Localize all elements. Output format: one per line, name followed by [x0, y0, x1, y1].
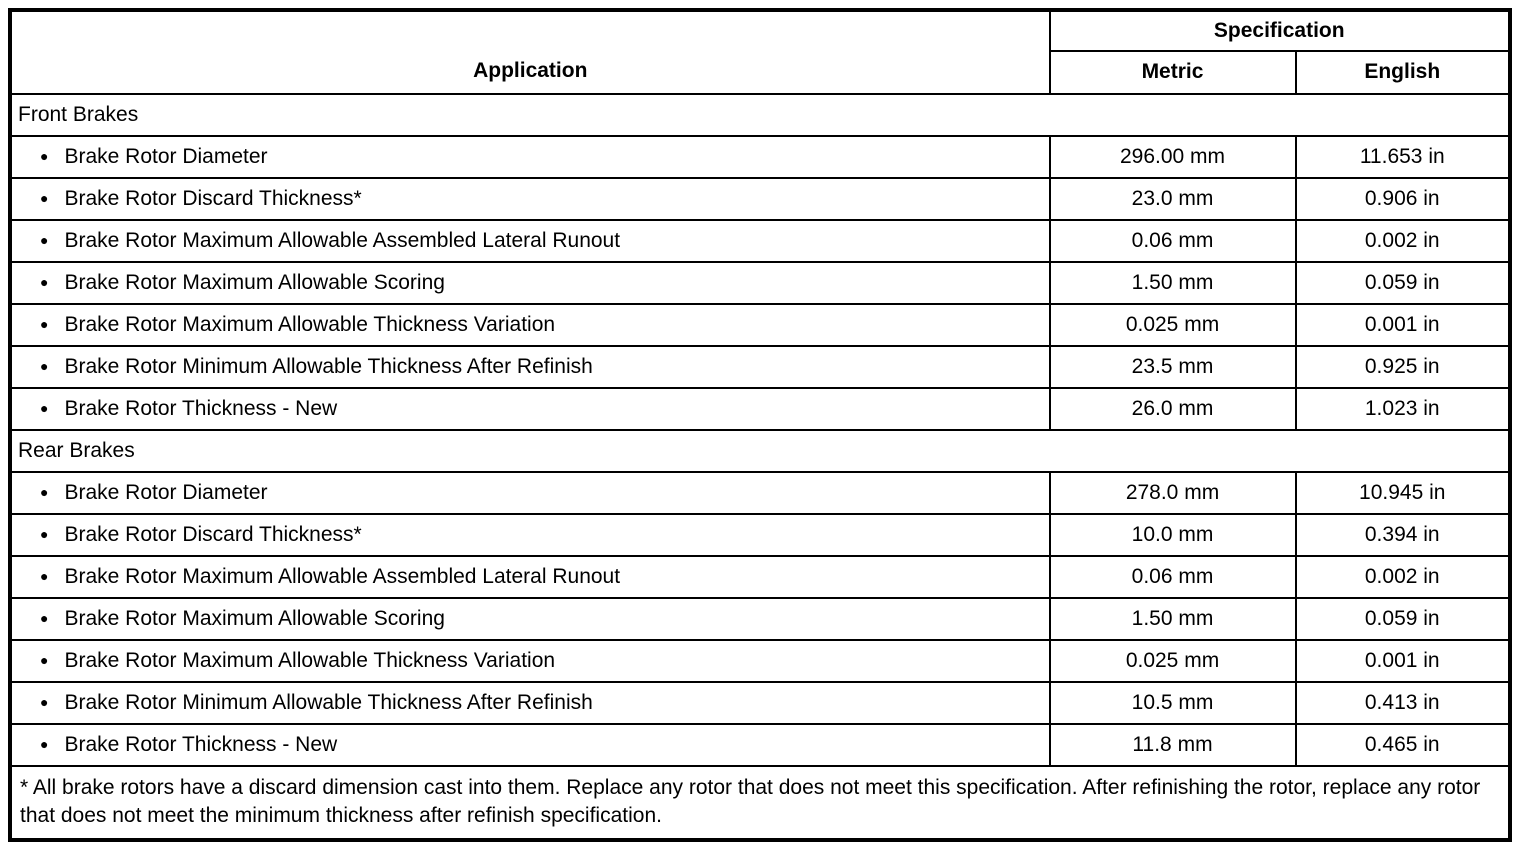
spec-row: [10, 346, 1510, 388]
table-body: [10, 94, 1510, 766]
spec-row: [10, 304, 1510, 346]
bullet-icon: ●: [40, 232, 49, 248]
english-value: 0.059 in: [1296, 262, 1511, 304]
spec-row: [10, 556, 1510, 598]
spec-row: [10, 388, 1510, 430]
spec-label-text: Brake Rotor Maximum Allowable Scoring: [64, 607, 445, 630]
spec-label-text: Brake Rotor Diameter: [64, 145, 268, 168]
bullet-icon: ●: [40, 190, 49, 206]
spec-row: [10, 724, 1510, 766]
bullet-icon: ●: [40, 148, 49, 164]
table-footer: [10, 766, 1510, 840]
spec-row: [10, 136, 1510, 178]
spec-label-cell: [10, 388, 1050, 430]
spec-label-text: Brake Rotor Maximum Allowable Thickness Variation: [64, 313, 556, 336]
header-row-specification: [10, 10, 1510, 51]
spec-label-cell: [10, 304, 1050, 346]
spec-label-cell: [10, 262, 1050, 304]
english-value: 0.925 in: [1296, 346, 1511, 388]
spec-row: [10, 682, 1510, 724]
bullet-icon: ●: [40, 652, 49, 668]
english-value: 0.001 in: [1296, 304, 1511, 346]
spec-row: [10, 262, 1510, 304]
footnote: * All brake rotors have a discard dimension cast into them. Replace any rotor that does not meet this specification. After refinishing the rotor, replace any rotor that does not meet the minimum thickness after refinish specification.: [10, 766, 1510, 840]
spec-label-cell: [10, 682, 1050, 724]
spec-label-cell: [10, 136, 1050, 178]
bullet-icon: ●: [40, 694, 49, 710]
english-value: 0.059 in: [1296, 598, 1511, 640]
english-value: 0.413 in: [1296, 682, 1511, 724]
metric-value: 0.025 mm: [1050, 640, 1296, 682]
bullet-icon: ●: [40, 568, 49, 584]
spec-row: [10, 598, 1510, 640]
bullet-icon: ●: [40, 274, 49, 290]
spec-label-text: Brake Rotor Maximum Allowable Assembled Lateral Runout: [64, 565, 621, 588]
spec-label-text: Brake Rotor Discard Thickness*: [64, 523, 362, 546]
metric-value: 26.0 mm: [1050, 388, 1296, 430]
spec-label-text: Brake Rotor Maximum Allowable Thickness Variation: [64, 649, 556, 672]
english-value: 0.906 in: [1296, 178, 1511, 220]
metric-column-header: Metric: [1050, 51, 1296, 94]
metric-value: 23.0 mm: [1050, 178, 1296, 220]
metric-value: 1.50 mm: [1050, 598, 1296, 640]
spec-label-text: Brake Rotor Minimum Allowable Thickness After Refinish: [64, 355, 593, 378]
spec-label-text: Brake Rotor Minimum Allowable Thickness After Refinish: [64, 691, 593, 714]
bullet-icon: ●: [40, 316, 49, 332]
metric-value: 0.06 mm: [1050, 220, 1296, 262]
metric-value: 11.8 mm: [1050, 724, 1296, 766]
english-value: 10.945 in: [1296, 472, 1511, 514]
bullet-icon: ●: [40, 736, 49, 752]
english-value: 0.002 in: [1296, 220, 1511, 262]
spec-label-text: Brake Rotor Maximum Allowable Scoring: [64, 271, 445, 294]
spec-row: [10, 178, 1510, 220]
english-value: 0.465 in: [1296, 724, 1511, 766]
spec-label-cell: [10, 724, 1050, 766]
spec-label-cell: [10, 178, 1050, 220]
english-value: 1.023 in: [1296, 388, 1511, 430]
metric-value: 0.06 mm: [1050, 556, 1296, 598]
spec-label-text: Brake Rotor Thickness - New: [64, 397, 338, 420]
spec-label-cell: [10, 556, 1050, 598]
section-header-row: [10, 430, 1510, 472]
spec-row: [10, 472, 1510, 514]
spec-label-cell: [10, 598, 1050, 640]
spec-label-cell: [10, 514, 1050, 556]
spec-label-cell: [10, 220, 1050, 262]
bullet-icon: ●: [40, 484, 49, 500]
metric-value: 1.50 mm: [1050, 262, 1296, 304]
english-value: 0.002 in: [1296, 556, 1511, 598]
footnote-row: [10, 766, 1510, 840]
bullet-icon: ●: [40, 526, 49, 542]
section-title: Rear Brakes: [10, 430, 1510, 472]
spec-label-text: Brake Rotor Thickness - New: [64, 733, 338, 756]
spec-label-cell: [10, 346, 1050, 388]
section-header-row: [10, 94, 1510, 136]
bullet-icon: ●: [40, 400, 49, 416]
metric-value: 23.5 mm: [1050, 346, 1296, 388]
section-title: Front Brakes: [10, 94, 1510, 136]
spec-row: [10, 220, 1510, 262]
metric-value: 278.0 mm: [1050, 472, 1296, 514]
spec-label-cell: [10, 472, 1050, 514]
bullet-icon: ●: [40, 610, 49, 626]
spec-label-text: Brake Rotor Discard Thickness*: [64, 187, 362, 210]
english-column-header: English: [1296, 51, 1511, 94]
spec-row: [10, 640, 1510, 682]
spec-label-text: Brake Rotor Maximum Allowable Assembled Lateral Runout: [64, 229, 621, 252]
english-value: 11.653 in: [1296, 136, 1511, 178]
metric-value: 10.5 mm: [1050, 682, 1296, 724]
brake-rotor-spec-table: [8, 8, 1512, 842]
metric-value: 10.0 mm: [1050, 514, 1296, 556]
metric-value: 0.025 mm: [1050, 304, 1296, 346]
metric-value: 296.00 mm: [1050, 136, 1296, 178]
specification-column-group-header: Specification: [1050, 10, 1511, 51]
english-value: 0.001 in: [1296, 640, 1511, 682]
table-header: [10, 10, 1510, 94]
spec-label-text: Brake Rotor Diameter: [64, 481, 268, 504]
spec-row: [10, 514, 1510, 556]
spec-label-cell: [10, 640, 1050, 682]
application-column-header: Application: [10, 10, 1050, 94]
bullet-icon: ●: [40, 358, 49, 374]
english-value: 0.394 in: [1296, 514, 1511, 556]
